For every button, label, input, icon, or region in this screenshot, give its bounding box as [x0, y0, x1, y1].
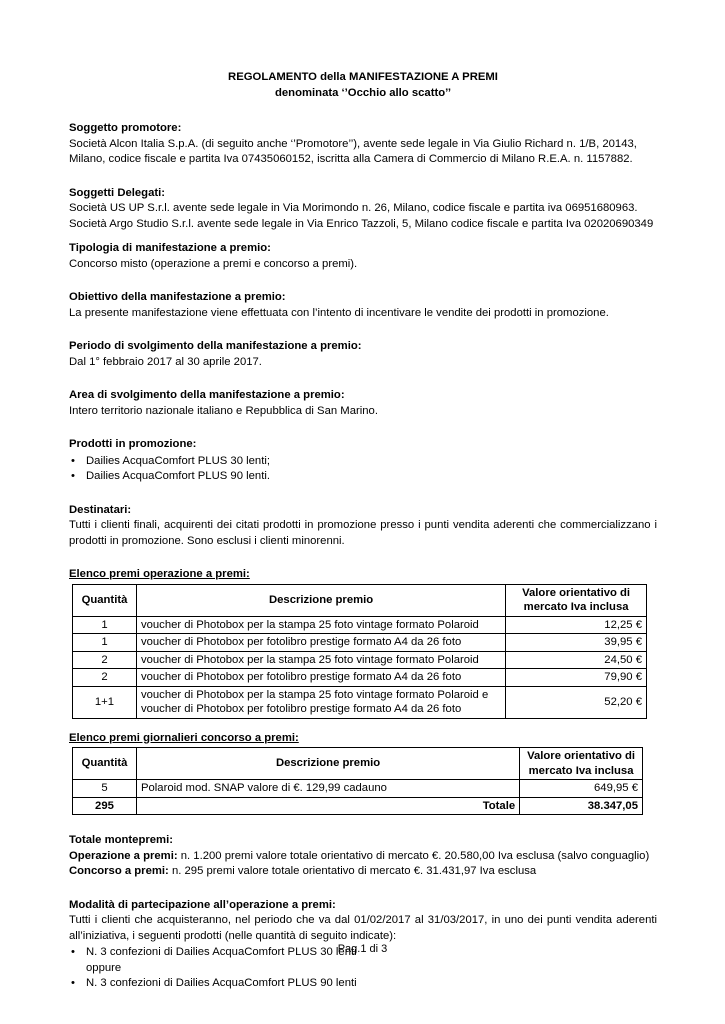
heading-area: Area di svolgimento della manifestazione a premio:: [69, 389, 345, 401]
table-row: [73, 686, 647, 718]
table-premi-operazione: [72, 584, 647, 719]
bullet-icon: •: [71, 946, 75, 958]
section-area: [69, 388, 657, 419]
title-line-1: REGOLAMENTO della MANIFESTAZIONE A PREMI: [228, 71, 498, 83]
table-row: [73, 669, 647, 687]
heading-periodo: Periodo di svolgimento della manifestazione a premio:: [69, 340, 362, 352]
heading-destinatari: Destinatari:: [69, 503, 132, 516]
list-item: [69, 469, 657, 485]
label-operazione: Operazione a premi:: [69, 849, 178, 862]
cell-quantita: 2: [73, 651, 137, 669]
section-soggetto-promotore: [69, 121, 657, 168]
document-body: [69, 70, 657, 992]
column-header-valore: Valore orientativo di mercato Iva inclusa: [506, 584, 647, 616]
prodotto-label: Dailies AcquaComfort PLUS 90 lenti.: [86, 470, 270, 482]
heading-modalita: Modalità di partecipazione all’operazione a premi:: [69, 898, 336, 911]
heading-premi-concorso: Elenco premi giornalieri concorso a premi:: [69, 731, 299, 744]
table-header-row: [73, 584, 647, 616]
column-header-valore: Valore orientativo di mercato Iva inclusa: [520, 748, 643, 780]
section-premi-operazione: [69, 567, 657, 719]
heading-prodotti: Prodotti in promozione:: [69, 438, 197, 450]
text-tipologia: Concorso misto (operazione a premi e concorso a premi).: [69, 257, 358, 270]
section-periodo: [69, 339, 657, 370]
cell-descrizione: voucher di Photobox per fotolibro prestige formato A4 da 26 foto: [136, 634, 505, 652]
heading-montepremi: Totale montepremi:: [69, 834, 173, 846]
table-header-row: [73, 748, 643, 780]
text-concorso: n. 295 premi valore totale orientativo di mercato €. 31.431,97 Iva esclusa: [168, 865, 537, 877]
cell-valore: 39,95 €: [506, 634, 647, 652]
cell-quantita: 1: [73, 616, 137, 634]
text-destinatari: Tutti i clienti finali, acquirenti dei citati prodotti in promozione presso i punti vendita aderenti che commercializzano i prodotti in promozione. Sono esclusi i clienti minorenni.: [69, 519, 657, 547]
cell-totale-quantita: 295: [73, 797, 137, 815]
cell-quantita: 5: [73, 780, 137, 798]
section-tipologia: [69, 241, 657, 272]
cell-totale-label: Totale: [136, 797, 519, 815]
document-title: [69, 70, 657, 101]
table-row: [73, 634, 647, 652]
text-obiettivo: La presente manifestazione viene effettuata con l’intento di incentivare le vendite dei prodotti in promozione.: [69, 306, 609, 319]
table-row: [73, 651, 647, 669]
list-item: [69, 976, 657, 992]
table-total-row: [73, 797, 643, 815]
heading-tipologia: Tipologia di manifestazione a premio:: [69, 242, 271, 254]
text-delegato-2: Società Argo Studio S.r.l. avente sede legale in Via Enrico Tazzoli, 5, Milano codice fiscale e partita Iva 02020690349: [69, 217, 654, 230]
bullet-icon: •: [71, 470, 75, 482]
prodotto-label: Dailies AcquaComfort PLUS 30 lenti;: [86, 454, 270, 467]
cell-descrizione: voucher di Photobox per la stampa 25 foto vintage formato Polaroid e voucher di Photobox per fotolibro prestige formato A4 da 26 foto: [136, 686, 505, 718]
cell-valore: 24,50 €: [506, 651, 647, 669]
cell-descrizione: voucher di Photobox per la stampa 25 foto vintage formato Polaroid: [136, 651, 505, 669]
list-item-continuation: [69, 961, 657, 977]
section-obiettivo: [69, 290, 657, 321]
heading-soggetto-promotore: Soggetto promotore:: [69, 122, 182, 134]
column-header-descrizione: Descrizione premio: [136, 584, 505, 616]
list-item: [69, 454, 657, 470]
text-soggetto-promotore: Società Alcon Italia S.p.A. (di seguito anche ‘’Promotore’’), avente sede legale in Via Giulio Richard n. 1/B, 20143, Milano, codice fiscale e partita Iva 07435060152, iscritta alla Camera di Commercio di Milano R.E.A. n. 1157882.: [69, 137, 637, 165]
cell-descrizione: Polaroid mod. SNAP valore di €. 129,99 cadauno: [136, 780, 519, 798]
table-row: [73, 780, 643, 798]
cell-valore: 79,90 €: [506, 669, 647, 687]
label-concorso: Concorso a premi:: [69, 865, 169, 877]
section-destinatari: [69, 503, 657, 550]
cell-valore: 12,25 €: [506, 616, 647, 634]
section-montepremi: [69, 833, 657, 880]
bullet-icon: •: [71, 977, 75, 989]
cell-valore: 649,95 €: [520, 780, 643, 798]
modalita-item-1: N. 3 confezioni di Dailies AcquaComfort PLUS 30 lenti: [86, 946, 357, 958]
cell-descrizione: voucher di Photobox per la stampa 25 foto vintage formato Polaroid: [136, 616, 505, 634]
table-row: [73, 616, 647, 634]
cell-quantita: 2: [73, 669, 137, 687]
text-modalita: Tutti i clienti che acquisteranno, nel periodo che va dal 01/02/2017 al 31/03/2017, in uno dei punti vendita aderenti all’iniziativa, i seguenti prodotti (nelle quantità di seguito indicate):: [69, 914, 657, 942]
cell-quantita: 1+1: [73, 686, 137, 718]
text-delegato-1: Società US UP S.r.l. avente sede legale in Via Morimondo n. 26, Milano, codice fiscale e partita iva 06951680963.: [69, 202, 638, 214]
text-operazione: n. 1.200 premi valore totale orientativo di mercato €. 20.580,00 Iva esclusa (salvo conguaglio): [177, 849, 650, 862]
cell-totale-valore: 38.347,05: [520, 797, 643, 815]
section-soggetti-delegati: [69, 186, 657, 233]
text-area: Intero territorio nazionale italiano e Repubblica di San Marino.: [69, 404, 378, 417]
cell-descrizione: voucher di Photobox per fotolibro prestige formato A4 da 26 foto: [136, 669, 505, 687]
prodotti-list: [69, 454, 657, 485]
column-header-quantita: Quantità: [73, 584, 137, 616]
section-prodotti: [69, 437, 657, 485]
cell-valore: 52,20 €: [506, 686, 647, 718]
bullet-icon: •: [71, 454, 75, 467]
heading-premi-operazione: Elenco premi operazione a premi:: [69, 568, 250, 580]
column-header-descrizione: Descrizione premio: [136, 748, 519, 780]
table-premi-concorso: [72, 747, 643, 815]
heading-soggetti-delegati: Soggetti Delegati:: [69, 186, 166, 199]
heading-obiettivo: Obiettivo della manifestazione a premio:: [69, 291, 286, 303]
montepremi-concorso: [69, 864, 657, 880]
section-premi-concorso: [69, 731, 657, 816]
modalita-item-2: N. 3 confezioni di Dailies AcquaComfort PLUS 90 lenti: [86, 977, 357, 989]
modalita-oppure: oppure: [86, 961, 122, 974]
column-header-quantita: Quantità: [73, 748, 137, 780]
title-line-2: denominata ‘’Occhio allo scatto’’: [275, 86, 451, 99]
montepremi-operazione: [69, 849, 657, 865]
cell-quantita: 1: [73, 634, 137, 652]
page-number: Pag.1 di 3: [337, 943, 388, 955]
text-periodo: Dal 1° febbraio 2017 al 30 aprile 2017.: [69, 355, 262, 368]
